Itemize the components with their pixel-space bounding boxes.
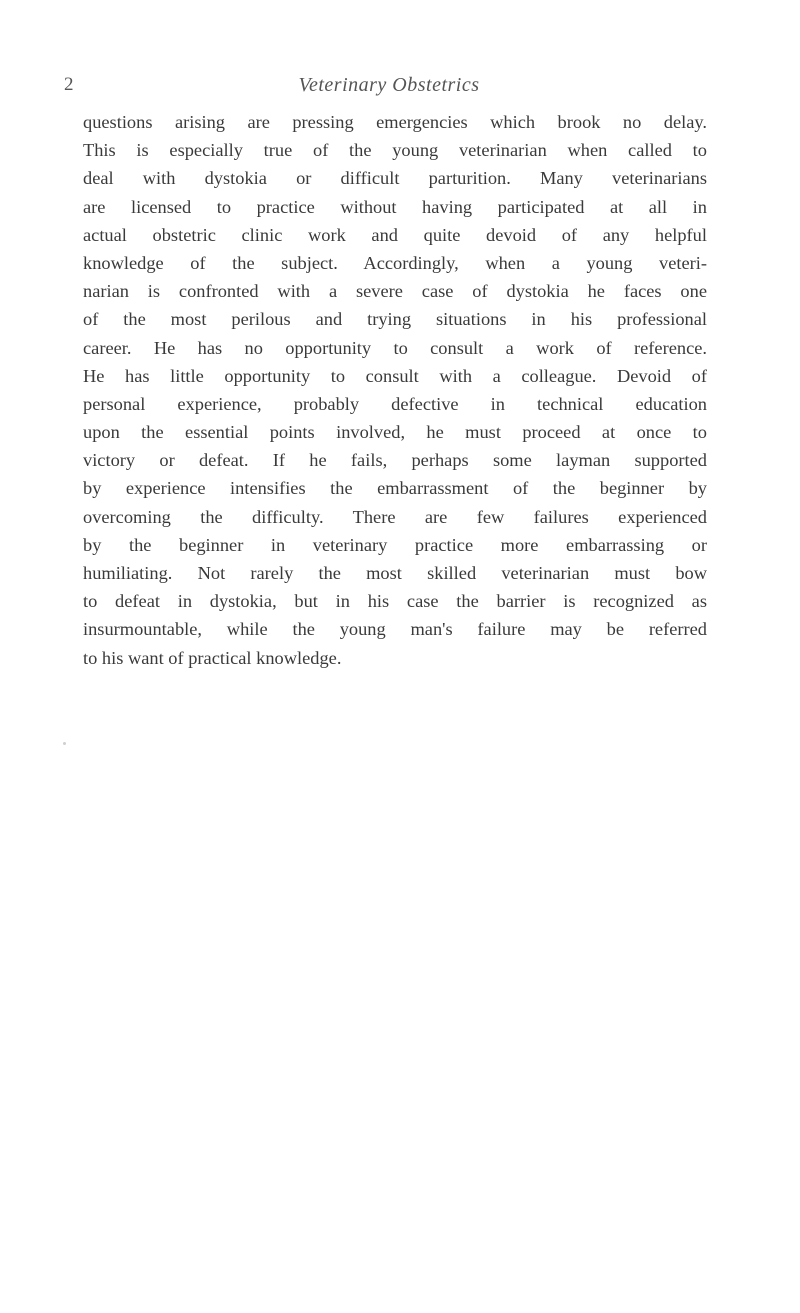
text-line: by the beginner in veterinary practice more embarrassing or [83,534,707,555]
text-line: upon the essential points involved, he must proceed at once to [83,422,707,443]
text-line: of the most perilous and trying situations in his professional [83,309,707,330]
text-line: This is especially true of the young veterinarian when called to [83,140,707,161]
text-line: overcoming the difficulty. There are few failures experienced [83,506,707,527]
text-line: by experience intensifies the embarrassment of the beginner by [83,478,707,499]
text-line: career. He has no opportunity to consult a work of reference. [83,337,707,358]
text-line-last: to his want of practical knowledge. [83,647,342,668]
text-line: humiliating. Not rarely the most skilled veterinarian must bow [83,563,707,583]
running-head [64,74,714,104]
text-line: knowledge of the subject. Accordingly, when a young veteri- [83,252,707,273]
paper-speck [63,742,66,745]
page-number: 2 [64,74,74,95]
text-line: actual obstetric clinic work and quite devoid of any helpful [83,224,707,245]
text-line: narian is confronted with a severe case of dystokia he faces one [83,281,707,302]
text-line: victory or defeat. If he fails, perhaps some layman supported [83,450,707,471]
running-title: Veterinary Obstetrics [298,74,480,96]
text-line: questions arising are pressing emergencies which brook no delay. [83,112,707,132]
text-line: He has little opportunity to consult with a colleague. Devoid of [83,365,707,386]
text-line: personal experience, probably defective in technical education [83,393,707,414]
text-line: to defeat in dystokia, but in his case the barrier is recognized as [83,591,707,612]
text-line: deal with dystokia or difficult parturition. Many veterinarians [83,168,707,189]
text-line: insurmountable, while the young man's failure may be referred [83,619,707,640]
text-line: are licensed to practice without having participated at all in [83,196,707,217]
body-paragraph [83,108,707,672]
